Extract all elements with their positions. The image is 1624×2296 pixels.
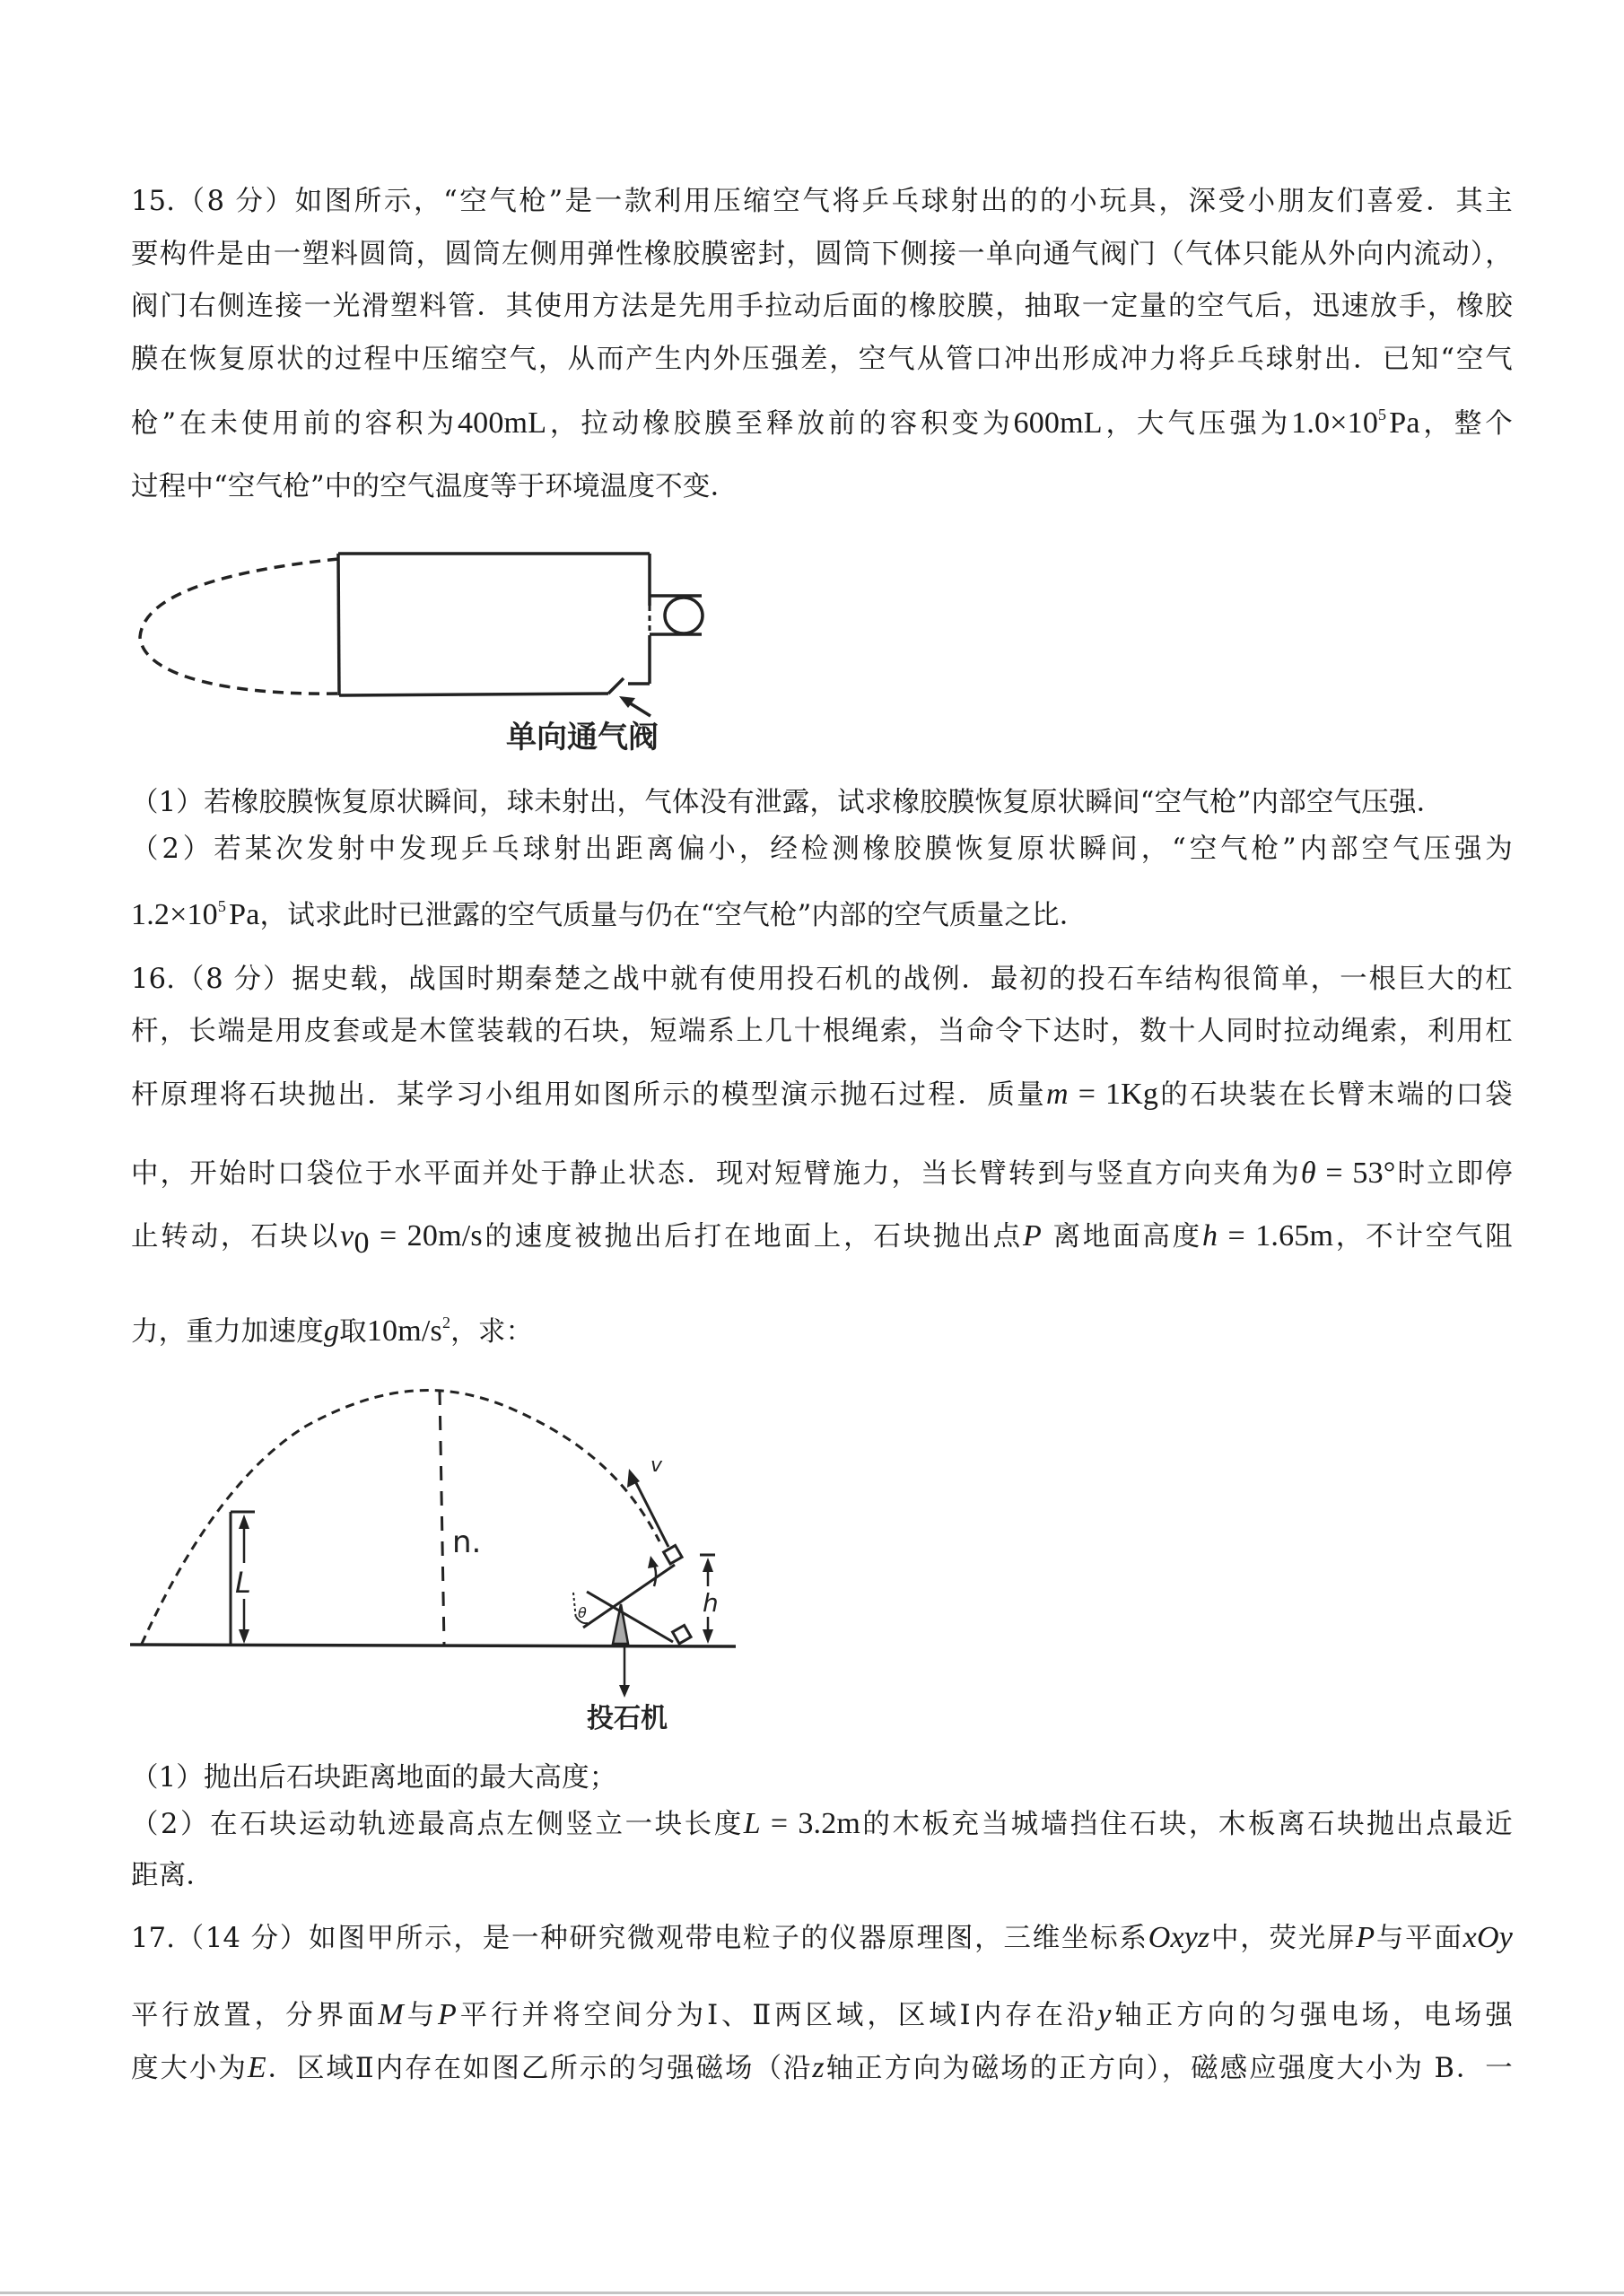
atm-pressure: $1.0\times 10^5$ Pa: [1291, 406, 1420, 440]
valve-label: 单向通气阀: [506, 720, 659, 755]
q16-sub-question-2-line-2: 距离．: [131, 1860, 214, 1891]
q16-sub-question-1: （1）抛出后石块距离地面的最大高度；: [131, 1762, 617, 1794]
q15-line-5: 枪”在未使用前的容积为400mL，拉动橡胶膜至释放前的容积变为600mL，大气压强为$1.0\times 10^5$ Pa，整个: [131, 406, 1513, 440]
q16-line-5: 止转动，石块以$v_0 = 20m/s$的速度被抛出后打在地面上，石块抛出点P 离地面高度h = 1.65m，不计空气阻: [131, 1219, 1514, 1260]
wall-arrow-down: [239, 1629, 249, 1644]
volume-stretched: 600mL: [1013, 406, 1103, 440]
q16-line-4: 中，开始时口袋位于水平面并处于静止状态．现对短臂施力，当长臂转到与竖直方向夹角为θ = 53°时立即停: [131, 1157, 1514, 1190]
gravity-value: $10m/s^2$: [366, 1314, 451, 1348]
velocity-label: v: [650, 1454, 663, 1477]
q17-line-3: 度大小为E．区域Ⅱ内存在如图乙所示的匀强磁场（沿z轴正方向为磁场的正方向），磁感应强度大小为 B．一: [131, 2051, 1513, 2084]
wall-length-label: L: [235, 1566, 251, 1600]
launch-height: = 1.65m: [1218, 1219, 1334, 1253]
q15-sub-question-1: （1）若橡胶膜恢复原状瞬间，球未射出，气体没有泄露，试求橡胶膜恢复原状瞬间“空气枪”内部空气压强．: [131, 787, 1445, 818]
valve-flap: [608, 678, 624, 694]
q15-line-1: 15.（8 分）如图所示，“空气枪”是一款利用压缩空气将乒乓球射出的的小玩具，深受小朋友们喜爱．其主: [131, 186, 1513, 217]
q15-line-6: 过程中“空气枪”中的空气温度等于环境温度不变．: [131, 471, 738, 502]
page-bottom-edge: [0, 2292, 1624, 2294]
q15-line-3: 阀门右侧连接一光滑塑料管．其使用方法是先用手拉动后面的橡胶膜，抽取一定量的空气后，迅速放手，橡胶: [131, 291, 1513, 322]
q17-line-2: 平行放置，分界面M与P平行并将空间分为Ⅰ、Ⅱ两区域，区域Ⅰ内存在沿y轴正方向的匀强电场，电场强: [131, 1998, 1513, 2031]
caption-arrow-head: [619, 1685, 630, 1698]
ground-line: [130, 1645, 736, 1646]
ping-pong-ball: [665, 598, 703, 633]
theta-label: θ: [578, 1604, 587, 1621]
q16-line-6: 力，重力加速度g取$10m/s^2$，求：: [131, 1314, 534, 1348]
catapult-figure: [126, 1364, 772, 1741]
q16-line-3: 杆原理将石块抛出．某学习小组用如图所示的模型演示抛石过程．质量m = 1Kg的石块装在长臂末端的口袋: [131, 1078, 1513, 1111]
arm-angle: = 53°: [1315, 1157, 1396, 1190]
catapult-caption: 投石机: [587, 1703, 668, 1734]
launch-speed: = 20m/s: [369, 1219, 483, 1253]
q16-number: 16.（8 分）: [131, 964, 292, 995]
q15-number: 15.（8 分）: [131, 186, 295, 217]
q16-sub-question-2-line-1: （2）在石块运动轨迹最高点左侧竖立一块长度L = 3.2m的木板充当城墙挡住石块，木板离石块抛出点最近: [131, 1807, 1513, 1840]
board-length: = 3.2m: [760, 1807, 861, 1840]
apex-height-label: n.: [452, 1524, 482, 1560]
wall-arrow-up: [239, 1515, 249, 1529]
q17-line-1: 17.（14 分）如图甲所示，是一种研究微观带电粒子的仪器原理图，三维坐标系Oxyz中，荧光屏P与平面xOy: [131, 1921, 1513, 1954]
cylinder-left-wall: [338, 554, 339, 695]
rotation-arrow-head: [648, 1556, 659, 1568]
q15-line-4: 膜在恢复原状的过程中压缩空气，从而产生内外压强差，空气从管口冲出形成冲力将乒乓球射出．已知“空气: [131, 344, 1513, 375]
q16-line-2: 杆，长端是用皮套或是木筐装载的石块，短端系上几十根绳索，当命令下达时，数十人同时拉动绳索，利用杠: [131, 1016, 1513, 1047]
h-arrow-down: [703, 1629, 713, 1644]
leak-pressure: $1.2\times 10^5$ Pa: [131, 897, 260, 931]
q17-number: 17.（14 分）: [131, 1923, 310, 1954]
stone-launch: [664, 1545, 682, 1563]
q15-sub-question-2-line-1: （2）若某次发射中发现乒乓球射出距离偏小，经检测橡胶膜恢复原状瞬间，“空气枪”内部空气压强为: [131, 834, 1513, 865]
cylinder-bottom-wall: [339, 694, 608, 695]
air-gun-figure: [126, 529, 772, 763]
launch-height-label: h: [703, 1588, 719, 1618]
velocity-arrow: [633, 1476, 668, 1547]
stone-mass: = 1Kg: [1068, 1078, 1159, 1111]
q15-line-2: 要构件是由一塑料圆筒，圆筒左侧用弹性橡胶膜密封，圆筒下侧接一单向通气阀门（气体只能从外向内流动），: [131, 239, 1513, 270]
q15-sub-question-2-line-2: $1.2\times 10^5$ Pa，试求此时已泄露的空气质量与仍在“空气枪”内部的空气质量之比．: [131, 897, 1087, 931]
membrane-dashed-curve: [140, 559, 338, 694]
q16-line-1: 16.（8 分）据史载，战国时期秦楚之战中就有使用投石机的战例．最初的投石车结构很简单，一根巨大的杠: [131, 964, 1513, 995]
volume-initial: 400mL: [457, 406, 547, 440]
stone-initial: [673, 1625, 691, 1643]
h-arrow-up: [703, 1558, 713, 1572]
apex-dashed-vertical: [440, 1391, 444, 1645]
theta-reference: [573, 1593, 576, 1619]
